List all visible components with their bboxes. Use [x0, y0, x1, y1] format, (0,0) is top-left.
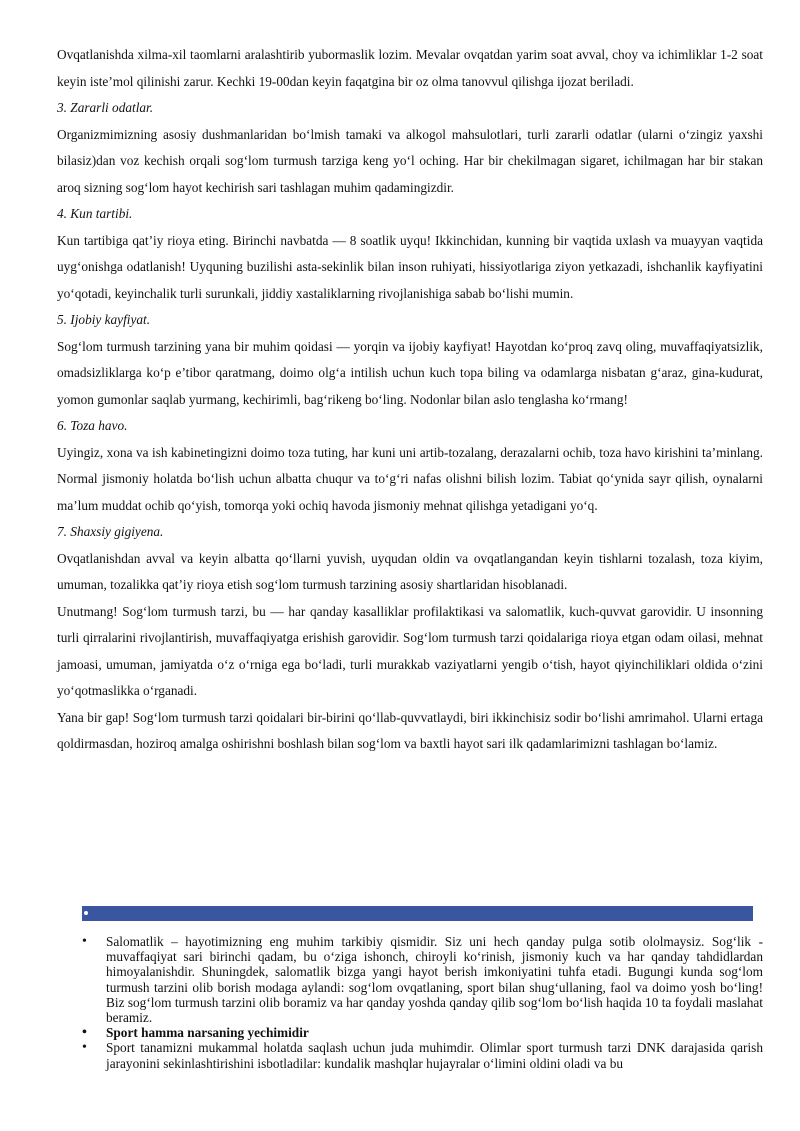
- section-divider-bar: [82, 906, 753, 921]
- list-item: • Sport hamma narsaning yechimidir: [82, 1025, 763, 1040]
- paragraph: Ovqatlanishda xilma-xil taomlarni aralashtirib yubormaslik lozim. Mevalar ovqatdan yarim soat avval, choy va ichimliklar 1-2 soat keyin iste’mol qilinishi zarur. Kechki 19-00dan keyin faqatgina bir oz olma tanovvul qilishga ijozat beriladi.: [57, 47, 763, 89]
- section-heading: 3. Zararli odatlar.: [57, 100, 154, 115]
- paragraph: Unutmang! Sog‘lom turmush tarzi, bu — har qanday kasalliklar profilaktikasi va salomatlik, kuch-quvvat garovidir. U insonning turli qirralarini rivojlantirish, muvaffaqiyatga erishish garovidir. Sog‘lom turmush tarzi qoidalariga rioya etgan odam oilasi, mehnat jamoasi, umuman, jamiyatda o‘z o‘rniga ega bo‘ladi, turli murakkab vaziyatlarni yengib o‘tish, hayot qiyinchiliklari oldida o‘zini yo‘qotmaslikka o‘rganadi.: [57, 603, 763, 698]
- bullet-list: [82, 934, 763, 1071]
- paragraph: Organizmimizning asosiy dushmanlaridan bo‘lmish tamaki va alkogol mahsulotlari, turli zararli odatlar (ularni o‘zingiz yaxshi bilasiz)dan voz kechish orqali sog‘lom turmush tarziga keng yo‘l oching. Har bir chekilmagan sigaret, ichilmagan har bir stakan aroq sizning sog‘lom hayot kechirish sari tashlagan muhim qadamingizdir.: [57, 126, 763, 195]
- paragraph: Kun tartibiga qat’iy rioya eting. Birinchi navbatda — 8 soatlik uyqu! Ikkinchidan, kunning bir vaqtida uxlash va muayyan vaqtida uyg‘onishga odatlanish! Uyquning buzilishi asta-sekinlik bilan inson ruhiyati, hissiyotlariga ziyon yetkazadi, ishchanlik kayfiyatini yo‘qotadi, keyinchalik turli surunkali, jiddiy xastaliklarning rivojlanishiga sabab bo‘lishi mumin.: [57, 232, 763, 301]
- paragraph: Ovqatlanishdan avval va keyin albatta qo‘llarni yuvish, uyqudan oldin va ovqatlangandan keyin tishlarni tozalash, toza kiyim, umuman, tozalikka qat’iy rioya etish sog‘lom turmush tarzining asosiy shartlaridan hisoblanadi.: [57, 550, 763, 592]
- bullet-dot-icon: [84, 911, 88, 915]
- list-item: • Salomatlik – hayotimizning eng muhim tarkibiy qismidir. Siz uni hech qanday pulga sotib ololmaysiz. Sog‘lik - muvaffaqiyat sari birinchi qadam, bu o‘ziga ishonch, chiroyli ko‘rinish, jismoniy kuch va har qanday tahdidlardan himoyalanishdir. Shuningdek, salomatlik bizga yangi hayot berish imkoniyatini tuhfa etadi. Bugungi kunda sog‘lom turmush tarzini olib borish modaga aylandi: sog‘lom ovqatlaning, sport bilan shug‘ullaning, faol va doimo yosh bo‘ling! Biz sog‘lom turmush tarzini olib boramiz va har qanday yoshda qanday qilib sog‘lom bo‘lish haqida 10 ta foydali maslahat beramiz.: [82, 934, 763, 1025]
- list-item: • Sport tanamizni mukammal holatda saqlash uchun juda muhimdir. Olimlar sport turmush tarzi DNK darajasida qarish jarayonini sekinlashtirishini isbotladilar: kundalik mashqlar hujayralar o‘limini oldini oladi va bu: [82, 1040, 763, 1070]
- paragraph: Sog‘lom turmush tarzining yana bir muhim qoidasi — yorqin va ijobiy kayfiyat! Hayotdan ko‘proq zavq oling, muvaffaqiyatsizlik, omadsizliklarga ko‘p e’tibor qaratmang, doimo olg‘a intilish uchun kuch topa biling va odamlarga nisbatan g‘araz, gina-kudurat, yomon gumonlar saqlab yurmang, kechirimli, bag‘rikeng bo‘ling. Nodonlar bilan aslo tenglasha ko‘rmang!: [57, 338, 763, 407]
- document-body: [57, 42, 763, 758]
- section-heading: 7. Shaxsiy gigiyena.: [57, 524, 164, 539]
- paragraph: Uyingiz, xona va ish kabinetingizni doimo toza tuting, har kuni uni artib-tozalang, derazalarni ochib, toza havo kirishini ta’minlang. Normal jismoniy holatda bo‘lish uchun albatta chuqur va to‘g‘ri nafas olishni bilish lozim. Tabiat qo‘ynida sayr qilish, oynalarni ma’lum muddat ochib qo‘yish, tomorqa yoki ochiq havoda jismoniy mehnat qilishga yetadigani yo‘q.: [57, 444, 763, 513]
- section-heading: 6. Toza havo.: [57, 418, 128, 433]
- section-heading: 5. Ijobiy kayfiyat.: [57, 312, 151, 327]
- paragraph: Yana bir gap! Sog‘lom turmush tarzi qoidalari bir-birini qo‘llab-quvvatlaydi, biri ikkinchisiz sodir bo‘lishi amrimahol. Ularni ertaga qoldirmasdan, hoziroq amalga oshirishni boshlash bilan sog‘lom va baxtli hayot sari ilk qadamlarimizni tashlagan bo‘lamiz.: [57, 709, 763, 751]
- section-heading: 4. Kun tartibi.: [57, 206, 133, 221]
